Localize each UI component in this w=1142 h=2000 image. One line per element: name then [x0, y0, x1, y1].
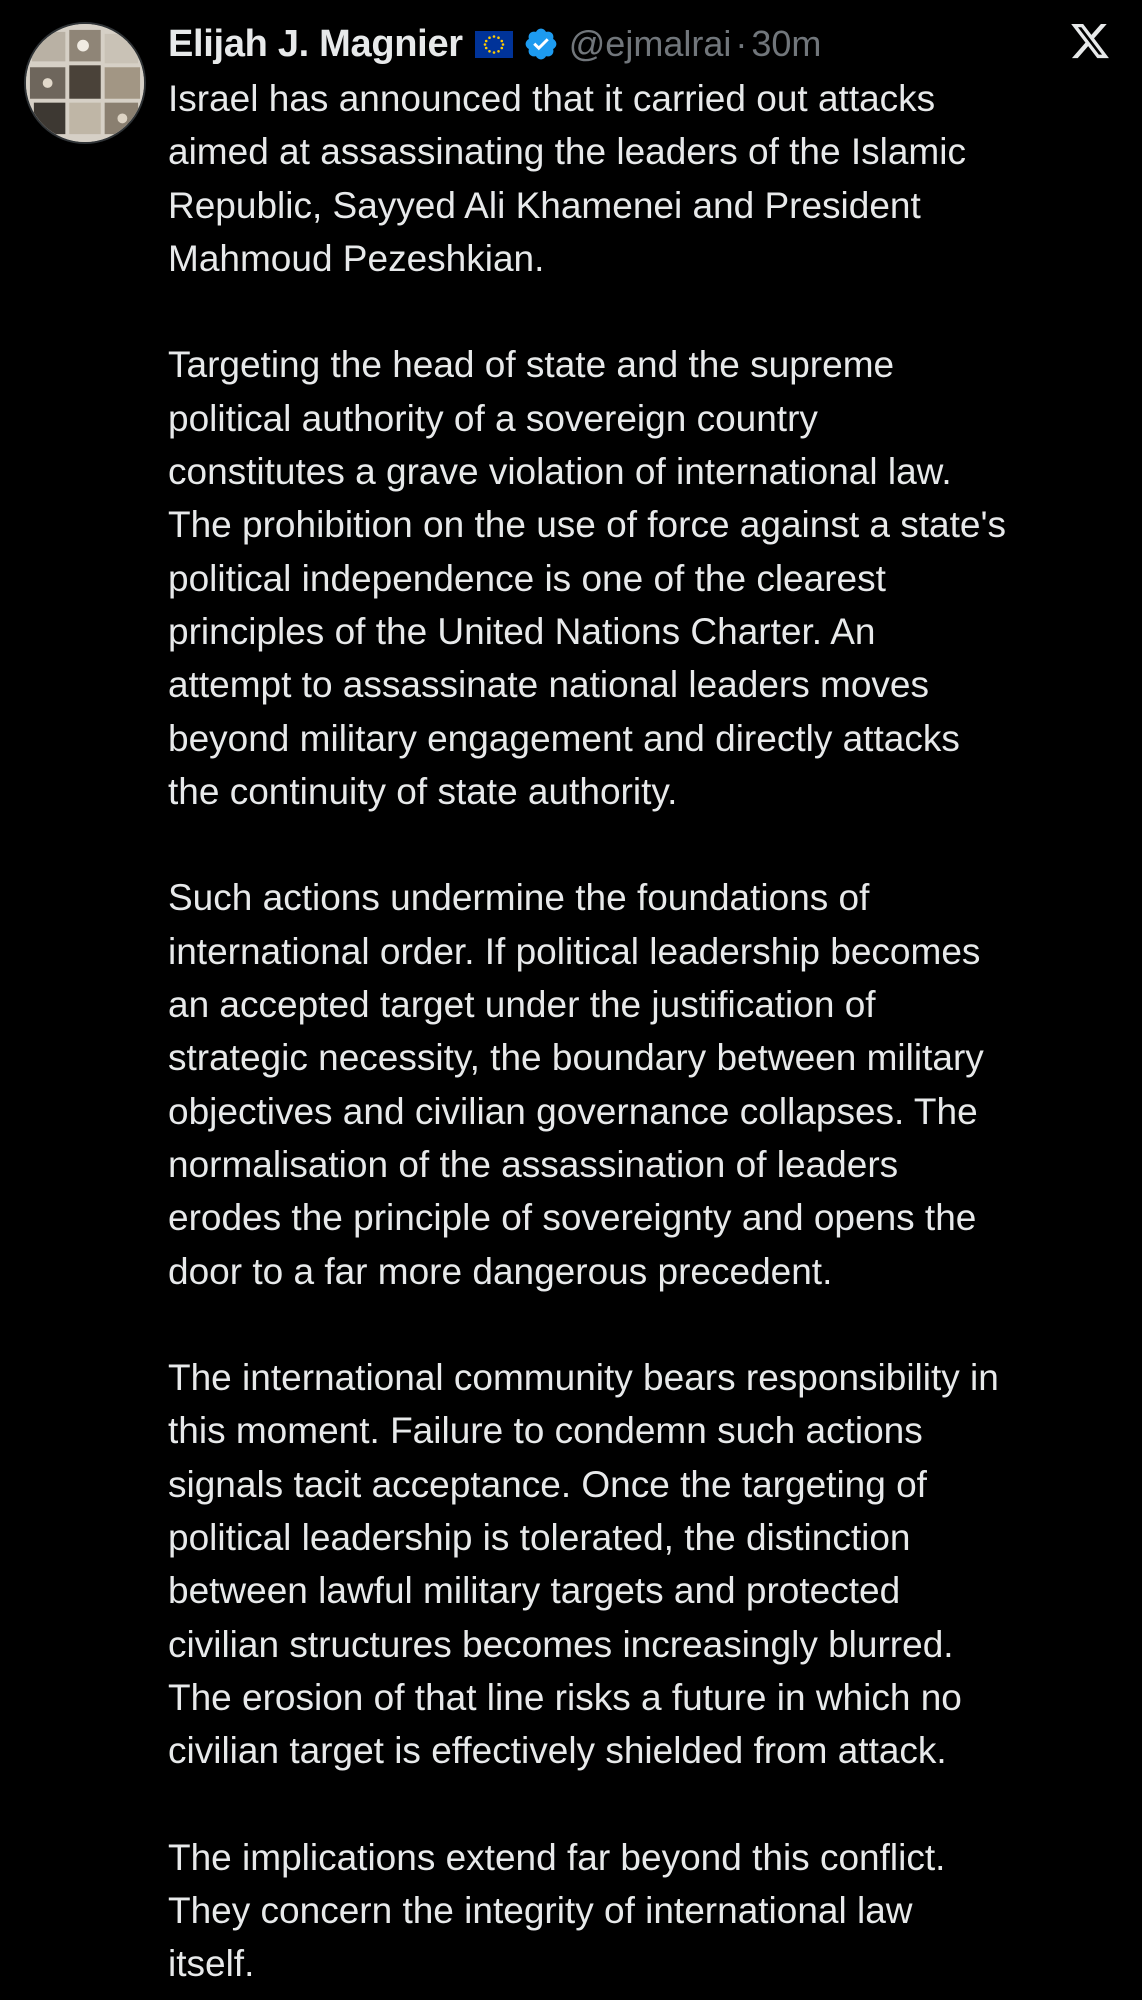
- tweet-paragraph-2: Targeting the head of state and the supreme political authority of a sovereign country constitutes a grave violation of international law. The prohibition on the use of force against a state's political independence is one of the clearest principles of the United Nations Charter. An attempt to assassinate national leaders moves beyond military engagement and directly attacks the continuity of state authority.: [168, 344, 1007, 812]
- tweet-paragraph-1: Israel has announced that it carried out attacks aimed at assassinating the leaders of the Islamic Republic, Sayyed Ali Khamenei and President Mahmoud Pezeshkian.: [168, 78, 966, 279]
- tweet-paragraph-4: The international community bears responsibility in this moment. Failure to condemn such actions signals tacit acceptance. Once the targeting of political leadership is tolerated, the distinction between lawful military targets and protected civilian structures becomes increasingly blurred. The erosion of that line risks a future in which no civilian target is effectively shielded from attack.: [168, 1357, 999, 1772]
- avatar[interactable]: [24, 22, 146, 144]
- verified-badge-icon[interactable]: [523, 26, 559, 62]
- tweet-text: [168, 72, 1128, 1991]
- tweet-paragraph-5: The implications extend far beyond this conflict. They concern the integrity of international law itself.: [168, 1836, 946, 1985]
- tweet-header: [168, 18, 821, 70]
- avatar-collage-image: [26, 24, 144, 142]
- tweet-paragraph-3: Such actions undermine the foundations of international order. If political leadership becomes an accepted target under the justification of strategic necessity, the boundary between military objectives and civilian governance collapses. The normalisation of the assassination of leaders erodes the principle of sovereignty and opens the door to a far more dangerous precedent.: [168, 877, 984, 1292]
- separator-dot: ·: [735, 23, 748, 64]
- author-handle[interactable]: @ejmalrai: [568, 23, 732, 64]
- author-name[interactable]: Elijah J. Magnier: [168, 22, 463, 65]
- previous-item-edge: [0, 0, 1142, 14]
- timestamp[interactable]: 30m: [751, 23, 822, 64]
- eu-flag-icon: [475, 31, 513, 58]
- x-logo-icon: [1068, 20, 1112, 62]
